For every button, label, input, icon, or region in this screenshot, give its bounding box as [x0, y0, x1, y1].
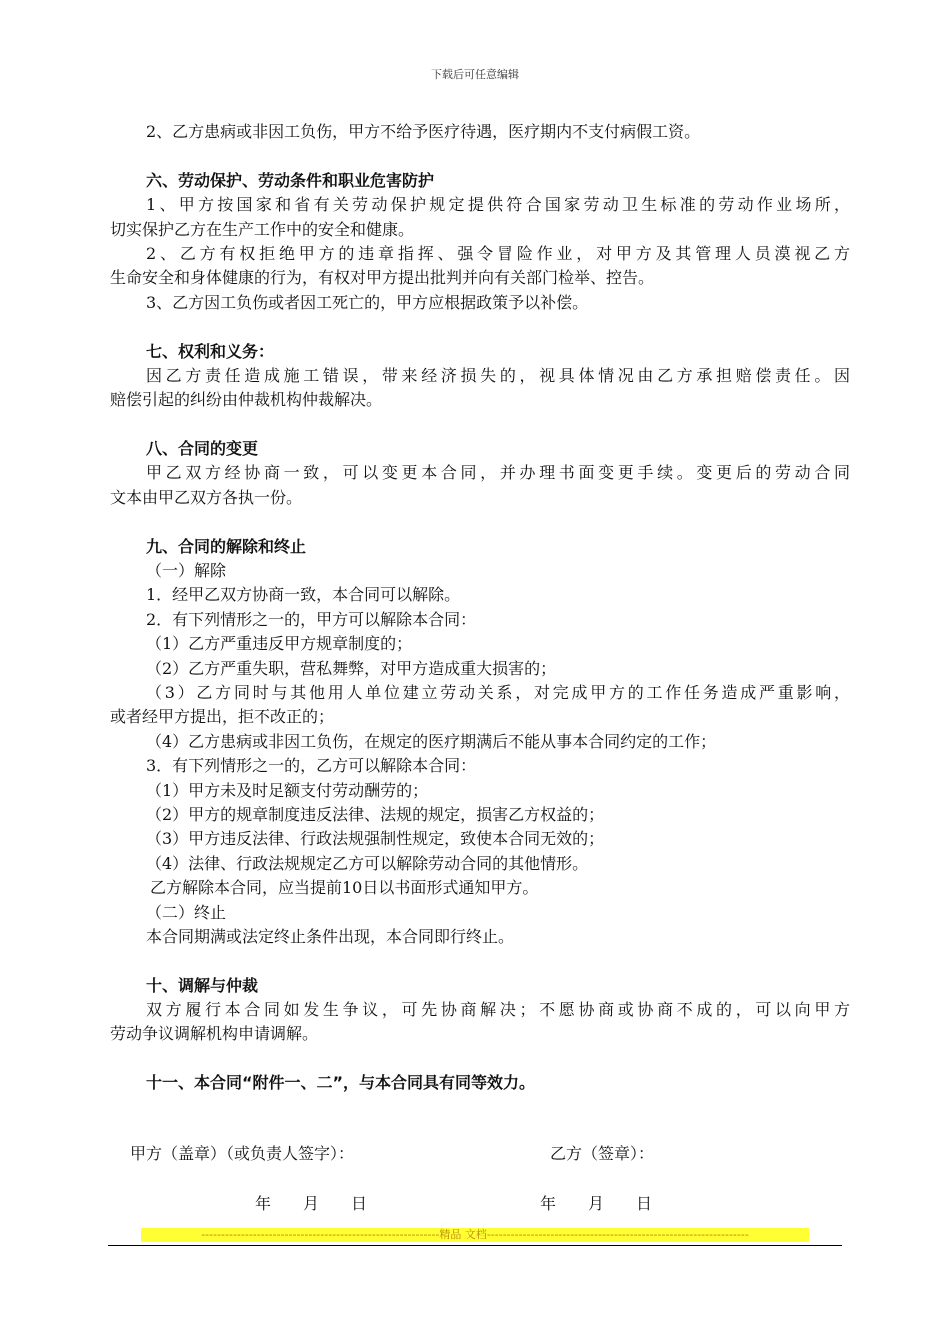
paragraph-line: （1）甲方未及时足额支付劳动酬劳的； — [146, 780, 429, 800]
paragraph-line: 文本由甲乙双方各执一份。 — [110, 487, 303, 507]
section-heading-7: 七、权利和义务： — [146, 341, 275, 361]
header-note: 下载后可任意编辑 — [431, 68, 519, 81]
paragraph-line: 赔偿引起的纠纷由仲裁机构仲裁解决。 — [110, 390, 383, 410]
paragraph-line: （3）乙方同时与其他用人单位建立劳动关系，对完成甲方的工作任务造成严重影响， — [146, 682, 850, 702]
paragraph-line: 劳动争议调解机构申请调解。 — [110, 1024, 319, 1044]
year-label: 年 — [540, 1194, 557, 1213]
paragraph-line: 3、乙方因工负伤或者因工死亡的，甲方应根据政策予以补偿。 — [146, 292, 589, 312]
paragraph-line: 2、乙方患病或非因工负伤，甲方不给予医疗待遇，医疗期内不支付病假工资。 — [146, 122, 701, 141]
paragraph-line: （2）乙方严重失职，营私舞弊，对甲方造成重大损害的； — [146, 658, 557, 678]
day-label: 日 — [351, 1194, 368, 1213]
paragraph-line: 1．经甲乙双方协商一致，本合同可以解除。 — [146, 585, 461, 605]
paragraph-line: 因乙方责任造成施工错误，带来经济损失的，视具体情况由乙方承担赔偿责任。因 — [146, 365, 850, 385]
paragraph-line: 或者经甲方提出，拒不改正的； — [110, 707, 335, 727]
footer-watermark-band: ------------------------------------------------------------精品 文档------------------------------------------------------------------ — [141, 1228, 809, 1242]
year-label: 年 — [255, 1194, 272, 1213]
party-b-signature-label: 乙方（签章）： — [550, 1144, 655, 1163]
paragraph-line: （4）法律、行政法规规定乙方可以解除劳动合同的其他情形。 — [146, 853, 589, 873]
signature-row — [110, 1142, 850, 1166]
document-body — [110, 120, 850, 1096]
paragraph-line: （4）乙方患病或非因工负伤，在规定的医疗期满后不能从事本合同约定的工作； — [146, 731, 717, 751]
month-label: 月 — [303, 1194, 320, 1213]
party-a-date — [255, 1192, 399, 1216]
section-heading-11: 十一、本合同“附件一、二”，与本合同具有同等效力。 — [146, 1073, 536, 1093]
party-a-signature-label: 甲方（盖章）（或负责人签字）： — [130, 1144, 355, 1163]
paragraph-line: 甲乙双方经协商一致，可以变更本合同，并办理书面变更手续。变更后的劳动合同 — [146, 463, 850, 483]
section-heading-10: 十、调解与仲裁 — [146, 975, 259, 995]
paragraph-line: 2、乙方有权拒绝甲方的违章指挥、强令冒险作业，对甲方及其管理人员漠视乙方 — [146, 243, 850, 263]
footer-divider — [108, 1245, 842, 1246]
party-b-date — [540, 1192, 684, 1216]
section-heading-9: 九、合同的解除和终止 — [146, 536, 307, 556]
subsection-label: （二）终止 — [146, 902, 227, 922]
section-heading-8: 八、合同的变更 — [146, 439, 259, 459]
paragraph-line: （1）乙方严重违反甲方规章制度的； — [146, 634, 413, 654]
paragraph-line: 本合同期满或法定终止条件出现，本合同即行终止。 — [146, 926, 515, 946]
paragraph-line: 1、甲方按国家和省有关劳动保护规定提供符合国家劳动卫生标准的劳动作业场所， — [146, 195, 850, 215]
paragraph-line: （3）甲方违反法律、行政法规强制性规定，致使本合同无效的； — [146, 829, 605, 849]
date-row — [110, 1192, 850, 1216]
paragraph-line: 3．有下列情形之一的，乙方可以解除本合同： — [146, 756, 477, 776]
paragraph-line: （2）甲方的规章制度违反法律、法规的规定，损害乙方权益的； — [146, 804, 605, 824]
section-heading-6: 六、劳动保护、劳动条件和职业危害防护 — [146, 170, 435, 190]
paragraph-line: 生命安全和身体健康的行为，有权对甲方提出批判并向有关部门检举、控告。 — [110, 268, 655, 288]
paragraph-line: 2．有下列情形之一的，甲方可以解除本合同： — [146, 609, 477, 629]
paragraph-line: 乙方解除本合同，应当提前10日以书面形式通知甲方。 — [150, 878, 539, 898]
paragraph-line: 双方履行本合同如发生争议，可先协商解决；不愿协商或协商不成的，可以向甲方 — [146, 1000, 850, 1020]
day-label: 日 — [636, 1194, 653, 1213]
paragraph-line: 切实保护乙方在生产工作中的安全和健康。 — [110, 219, 415, 239]
subsection-label: （一）解除 — [146, 561, 227, 581]
month-label: 月 — [588, 1194, 605, 1213]
